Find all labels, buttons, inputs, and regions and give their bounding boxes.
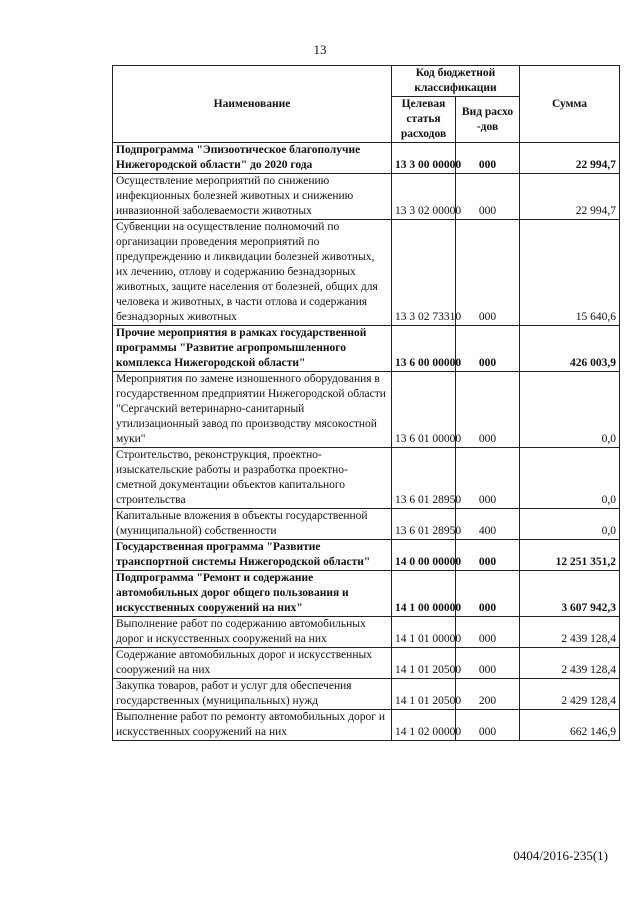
row-name: Выполнение работ по содержанию автомобильных дорог и искусственных сооружений на них — [113, 617, 392, 648]
row-name: Содержание автомобильных дорог и искусственных сооружений на них — [113, 648, 392, 679]
table-row — [113, 540, 620, 571]
row-code: 14 1 01 20500 — [392, 679, 456, 710]
table-row — [113, 571, 620, 617]
row-sum: 662 146,9 — [520, 710, 620, 741]
row-code: 13 6 01 28950 — [392, 509, 456, 540]
header-sum: Сумма — [520, 66, 620, 143]
row-kind: 000 — [456, 617, 520, 648]
header-expense-kind: Вид расхо -дов — [456, 97, 520, 143]
table-row — [113, 143, 620, 174]
row-name: Закупка товаров, работ и услуг для обеспечения государственных (муниципальных) нужд — [113, 679, 392, 710]
table-row — [113, 710, 620, 741]
row-sum: 0,0 — [520, 448, 620, 509]
row-kind: 400 — [456, 509, 520, 540]
row-sum: 12 251 351,2 — [520, 540, 620, 571]
row-code: 13 3 02 00000 — [392, 174, 456, 220]
row-name: Подпрограмма "Ремонт и содержание автомобильных дорог общего пользования и искусственных сооружений на них" — [113, 571, 392, 617]
row-name: Подпрограмма "Эпизоотическое благополучие Нижегородской области" до 2020 года — [113, 143, 392, 174]
row-code: 13 6 01 00000 — [392, 372, 456, 448]
table-row — [113, 220, 620, 326]
row-name: Мероприятия по замене изношенного оборудования в государственном предприятии Нижегородской области "Сергачский ветеринарно-санитарный утилизационный завод по производству мясокостной муки" — [113, 372, 392, 448]
document-code: 0404/2016-235(1) — [513, 848, 608, 863]
row-name: Строительство, реконструкция, проектно-изыскательские работы и разработка проектно-сметной документации объектов капитального строительства — [113, 448, 392, 509]
row-name: Выполнение работ по ремонту автомобильных дорог и искусственных сооружений на них — [113, 710, 392, 741]
row-kind: 000 — [456, 540, 520, 571]
table-row — [113, 509, 620, 540]
row-name: Осуществление мероприятий по снижению инфекционных болезней животных и снижению инвазионной заболеваемости животных — [113, 174, 392, 220]
row-sum: 426 003,9 — [520, 326, 620, 372]
row-code: 14 1 01 20500 — [392, 648, 456, 679]
row-kind: 000 — [456, 648, 520, 679]
page-number: 13 — [313, 42, 327, 57]
table-row — [113, 448, 620, 509]
row-kind: 000 — [456, 220, 520, 326]
row-code: 14 1 00 00000 — [392, 571, 456, 617]
row-kind: 000 — [456, 143, 520, 174]
row-name: Капитальные вложения в объекты государственной (муниципальной) собственности — [113, 509, 392, 540]
row-code: 13 3 00 00000 — [392, 143, 456, 174]
row-sum: 0,0 — [520, 509, 620, 540]
table-row — [113, 617, 620, 648]
row-code: 13 6 01 28950 — [392, 448, 456, 509]
row-kind: 000 — [456, 326, 520, 372]
table-row — [113, 372, 620, 448]
row-name: Прочие мероприятия в рамках государственной программы "Развитие агропромышленного комплекса Нижегородской области" — [113, 326, 392, 372]
row-sum: 22 994,7 — [520, 174, 620, 220]
row-kind: 000 — [456, 448, 520, 509]
header-budget-code: Код бюджетной классификации — [392, 66, 520, 97]
row-name: Государственная программа "Развитие транспортной системы Нижегородской области" — [113, 540, 392, 571]
row-sum: 15 640,6 — [520, 220, 620, 326]
row-kind: 000 — [456, 372, 520, 448]
row-kind: 000 — [456, 571, 520, 617]
row-code: 14 0 00 00000 — [392, 540, 456, 571]
row-kind: 000 — [456, 174, 520, 220]
row-sum: 0,0 — [520, 372, 620, 448]
row-name: Субвенции на осуществление полномочий по организации проведения мероприятий по предупреждению и ликвидации болезней животных, их лечению, отлову и содержанию безнадзорных животных, защите населения от болезней, общих для человека и животных, в части отлова и содержания безнадзорных животных — [113, 220, 392, 326]
table-row — [113, 648, 620, 679]
row-code: 14 1 01 00000 — [392, 617, 456, 648]
row-code: 14 1 02 00000 — [392, 710, 456, 741]
header-name: Наименование — [113, 66, 392, 143]
row-code: 13 6 00 00000 — [392, 326, 456, 372]
table-row — [113, 679, 620, 710]
row-kind: 200 — [456, 679, 520, 710]
budget-table — [112, 65, 620, 741]
row-code: 13 3 02 73310 — [392, 220, 456, 326]
row-sum: 2 429 128,4 — [520, 679, 620, 710]
row-sum: 22 994,7 — [520, 143, 620, 174]
table-row — [113, 174, 620, 220]
table-row — [113, 326, 620, 372]
row-sum: 2 439 128,4 — [520, 648, 620, 679]
row-sum: 2 439 128,4 — [520, 617, 620, 648]
row-sum: 3 607 942,3 — [520, 571, 620, 617]
header-target-item: Целевая статья расходов — [392, 97, 456, 143]
row-kind: 000 — [456, 710, 520, 741]
